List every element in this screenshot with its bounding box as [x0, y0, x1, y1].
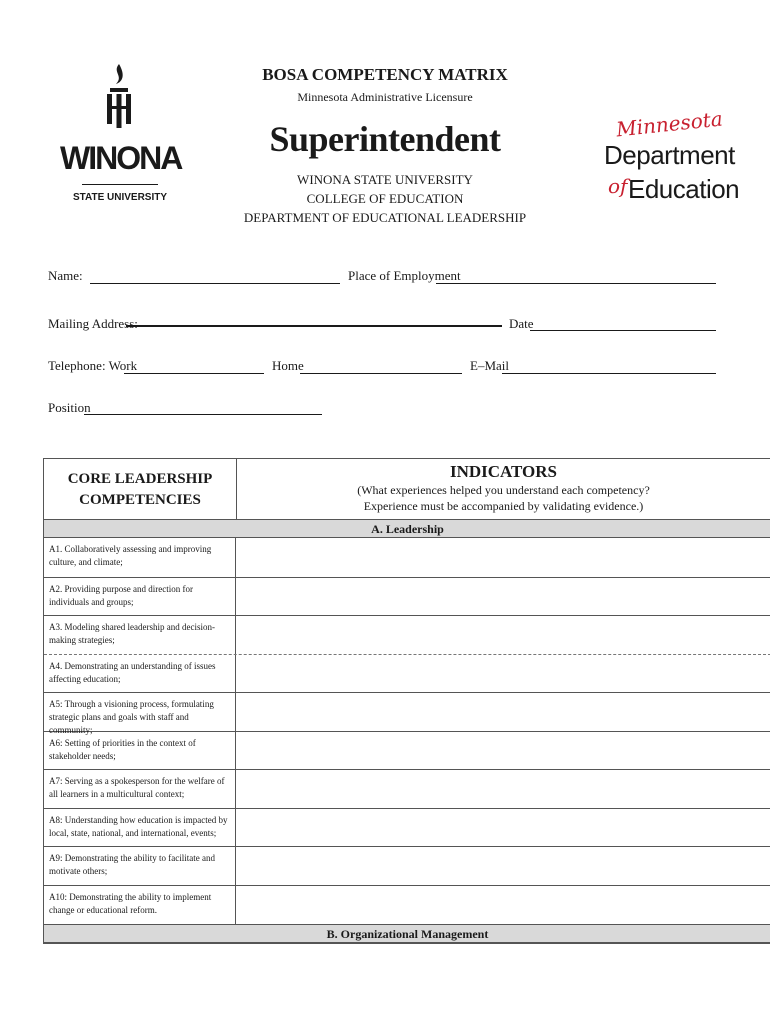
table-row [44, 616, 770, 655]
competency-a8: A8: Understanding how education is impacted by local, state, national, and international, events; [44, 809, 236, 846]
indicator-cell-a10[interactable] [236, 886, 770, 924]
competency-a1: A1. Collaboratively assessing and improving culture, and climate; [44, 538, 236, 577]
competency-a5: A5: Through a visioning process, formulating strategic plans and goals with staff and community; [44, 693, 236, 731]
competency-a10: A10: Demonstrating the ability to implement change or educational reform. [44, 886, 236, 924]
indicator-cell-a2[interactable] [236, 578, 770, 615]
place-of-employment-label: Place of Employment [348, 268, 461, 283]
indicator-cell-a9[interactable] [236, 847, 770, 885]
competency-table [43, 458, 770, 944]
indicator-cell-a3[interactable] [236, 616, 770, 654]
table-row [44, 886, 770, 924]
competency-a7: A7: Serving as a spokesperson for the welfare of all learners in a multicultural context; [44, 770, 236, 808]
document-title: BOSA COMPETENCY MATRIX [262, 65, 508, 84]
name-label: Name: [48, 268, 83, 283]
indicator-cell-a5[interactable] [236, 693, 770, 731]
competency-a4: A4. Demonstrating an understanding of issues affecting education; [44, 655, 236, 692]
torch-icon [104, 62, 134, 132]
position-field[interactable] [84, 414, 322, 415]
indicator-cell-a4[interactable] [236, 655, 770, 692]
winona-wordmark: WINONA [60, 140, 182, 176]
university-line: WINONA STATE UNIVERSITY [297, 172, 473, 187]
indicators-note: Experience must be accompanied by validating evidence.) [363, 499, 644, 513]
indicator-cell-a7[interactable] [236, 770, 770, 808]
header-line-1: CORE LEADERSHIP [67, 471, 213, 487]
competency-a9: A9: Demonstrating the ability to facilitate and motivate others; [44, 847, 236, 885]
email-label: E–Mail [470, 358, 509, 373]
date-field[interactable] [530, 330, 716, 331]
logo-divider [82, 184, 158, 185]
table-row [44, 770, 770, 809]
table-row [44, 538, 770, 578]
role-heading: Superintendent [269, 119, 501, 159]
mde-education-text: Education [628, 174, 740, 204]
mde-department-text: Department [604, 140, 735, 170]
competency-a2: A2. Providing purpose and direction for individuals and groups; [44, 578, 236, 615]
indicator-cell-a6[interactable] [236, 732, 770, 769]
document-subtitle: Minnesota Administrative Licensure [297, 90, 473, 104]
core-competencies-header [44, 459, 237, 519]
table-row [44, 847, 770, 886]
section-b-organizational-management: B. Organizational Management [44, 924, 770, 943]
mn-department-of-education-logo [598, 106, 740, 212]
name-field[interactable] [90, 283, 340, 284]
college-line: COLLEGE OF EDUCATION [306, 191, 464, 206]
place-of-employment-field[interactable] [436, 283, 716, 284]
table-row [44, 578, 770, 616]
table-row [44, 655, 770, 693]
indicators-question: (What experiences helped you understand each competency? [357, 483, 650, 497]
position-label: Position [48, 400, 91, 415]
home-phone-label: Home [272, 358, 304, 373]
indicators-title: INDICATORS [449, 462, 558, 481]
date-label: Date [509, 316, 534, 331]
competency-a6: A6: Setting of priorities in the context of stakeholder needs; [44, 732, 236, 769]
telephone-work-label: Telephone: Work [48, 358, 138, 373]
indicator-cell-a1[interactable] [236, 538, 770, 577]
header-line-2: COMPETENCIES [79, 492, 201, 508]
winona-subtitle: STATE UNIVERSITY [72, 192, 168, 203]
mailing-address-label: Mailing Address: [48, 316, 138, 331]
department-line: DEPARTMENT OF EDUCATIONAL LEADERSHIP [243, 210, 527, 225]
competency-a3: A3. Modeling shared leadership and decision-making strategies; [44, 616, 236, 654]
table-row [44, 732, 770, 770]
section-a-leadership: A. Leadership [44, 519, 770, 538]
email-field[interactable] [502, 373, 716, 374]
telephone-work-field[interactable] [124, 373, 264, 374]
mailing-address-field[interactable] [126, 325, 502, 327]
table-row [44, 809, 770, 847]
table-row [44, 693, 770, 735]
home-phone-field[interactable] [300, 373, 462, 374]
mde-script-text: Minnesota [615, 106, 724, 142]
mde-of-text: of [608, 174, 628, 198]
winona-state-logo [60, 62, 180, 212]
indicator-cell-a8[interactable] [236, 809, 770, 846]
indicators-header [236, 459, 770, 519]
